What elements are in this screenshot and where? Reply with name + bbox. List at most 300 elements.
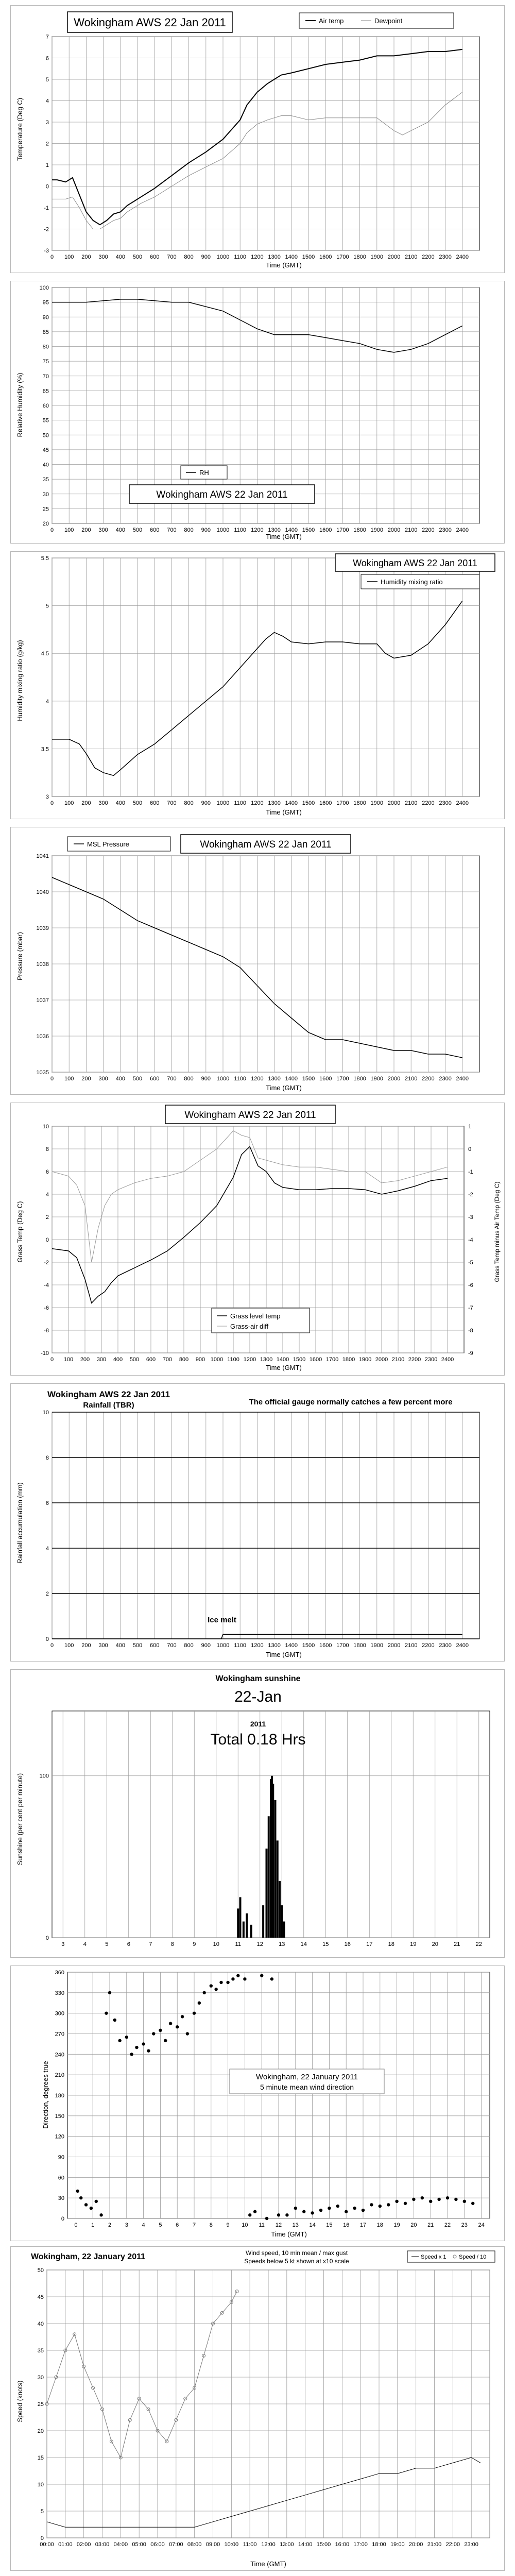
x-tick-label: 600 [150, 527, 160, 533]
x-tick-label: 01:00 [58, 2541, 73, 2548]
x-tick-label: 12:00 [261, 2541, 276, 2548]
wind-direction-point [302, 2210, 305, 2213]
x-tick-label: 600 [150, 1642, 160, 1649]
wind-speed-chart-panel [10, 2246, 505, 2571]
y-tick-label: 2 [45, 1214, 49, 1221]
x-tick-label: 100 [64, 527, 74, 533]
x-tick-label: 1900 [370, 527, 384, 533]
x-tick-label: 1800 [353, 1642, 366, 1649]
wind-direction-point [277, 2213, 280, 2216]
y2-tick-label: -9 [468, 1350, 473, 1357]
x-tick-label: 600 [150, 800, 160, 806]
rainfall-subtitle: Rainfall (TBR) [83, 1401, 134, 1410]
wind-speed-chart [11, 2247, 504, 2570]
x-tick-label: 200 [81, 527, 91, 533]
x-tick-label: 2400 [456, 254, 469, 260]
x-tick-label: 03:00 [95, 2541, 110, 2548]
x-tick-label: 0 [74, 2222, 78, 2228]
x-tick-label: 2200 [422, 254, 435, 260]
y-tick-label: 85 [42, 329, 49, 335]
wind-direction-point [113, 2019, 116, 2022]
x-tick-label: 2300 [439, 254, 452, 260]
x-tick-label: 1900 [370, 1642, 384, 1649]
x-tick-label: 19 [393, 2222, 400, 2228]
sunshine-bar [239, 1897, 242, 1938]
x-tick-label: 1300 [268, 254, 281, 260]
x-tick-label: 20 [410, 2222, 417, 2228]
y-tick-label: 100 [39, 285, 49, 291]
x-tick-label: 700 [167, 527, 177, 533]
y-tick-label: 0 [40, 2535, 44, 2541]
x-tick-label: 400 [115, 800, 125, 806]
x-tick-label: 800 [184, 800, 194, 806]
x-tick-label: 23 [461, 2222, 468, 2228]
x-tick-label: 300 [98, 527, 108, 533]
x-tick-label: 11 [259, 2222, 265, 2228]
y2-tick-label: 0 [468, 1146, 472, 1153]
x-tick-label: 200 [81, 1076, 91, 1082]
x-tick-label: 1200 [251, 800, 264, 806]
y-tick-label: 60 [42, 403, 49, 409]
wind-direction-point [105, 2011, 108, 2014]
x-tick-label: 5 [105, 1941, 109, 1947]
y-tick-label: 5 [45, 77, 49, 83]
x-tick-label: 3 [125, 2222, 128, 2228]
x-tick-label: 1500 [302, 1642, 315, 1649]
x-tick-label: 1200 [243, 1357, 256, 1363]
x-tick-label: 6 [127, 1941, 130, 1947]
y-tick-label: 8 [45, 1146, 49, 1153]
y-tick-label: 150 [55, 2113, 64, 2120]
y-tick-label: 50 [42, 432, 49, 439]
wind-direction-point [142, 2042, 145, 2045]
y-tick-label: 1038 [36, 961, 49, 968]
legend-grass-air-diff: Grass-air diff [230, 1323, 269, 1330]
y-tick-label: 30 [37, 2375, 44, 2381]
x-tick-label: 1700 [325, 1357, 339, 1363]
x-tick-label: 04:00 [113, 2541, 128, 2548]
rainfall-note: The official gauge normally catches a few percent more [249, 1398, 453, 1406]
x-tick-label: 2400 [456, 1076, 469, 1082]
y-tick-label: 8 [45, 1455, 49, 1461]
x-tick-label: 7 [149, 1941, 152, 1947]
legend-dewpoint: Dewpoint [374, 17, 403, 25]
y-tick-label: 1036 [36, 1033, 49, 1040]
y-tick-label: 4 [45, 1192, 49, 1198]
x-tick-label: 7 [192, 2222, 196, 2228]
y-tick-label: 1037 [36, 997, 49, 1004]
wind-direction-point [253, 2210, 256, 2213]
wind-direction-point [446, 2196, 449, 2199]
y2-tick-label: -7 [468, 1305, 473, 1311]
x-tick-label: 100 [64, 1642, 74, 1649]
sunshine-bar [262, 1905, 264, 1938]
y-tick-label: 6 [45, 55, 49, 62]
x-tick-label: 18:00 [372, 2541, 386, 2548]
wind-direction-point [95, 2200, 98, 2203]
y-tick-label: 5 [40, 2509, 44, 2515]
y-tick-label: 35 [37, 2348, 44, 2354]
wind-direction-subtitle: 5 minute mean wind direction [260, 2083, 354, 2091]
x-tick-label: 1900 [370, 254, 384, 260]
x-tick-label: 500 [129, 1357, 140, 1363]
x-tick-label: 2000 [387, 527, 401, 533]
x-tick-label: 16:00 [335, 2541, 350, 2548]
legend-air-temp: Air temp [319, 17, 344, 25]
wind-direction-point [202, 1991, 205, 1994]
y-tick-label: 4 [45, 698, 49, 705]
x-tick-label: 1100 [234, 1076, 247, 1082]
x-tick-label: 1100 [227, 1357, 239, 1363]
x-tick-label: 300 [98, 1076, 108, 1082]
y2-tick-label: -3 [468, 1214, 473, 1221]
sunshine-bar [246, 1913, 248, 1938]
wind-direction-point [84, 2203, 88, 2206]
wind-direction-point [135, 2046, 138, 2049]
x-tick-label: 900 [201, 1076, 211, 1082]
sunshine-bar [243, 1922, 245, 1938]
x-tick-label: 23:00 [464, 2541, 478, 2548]
x-tick-label: 1900 [358, 1357, 372, 1363]
y-tick-label: 20 [42, 521, 49, 527]
x-tick-label: 2000 [387, 1642, 401, 1649]
x-tick-label: 21:00 [427, 2541, 442, 2548]
wind-speed-note-1: Wind speed, 10 min mean / max gust [245, 2249, 348, 2257]
x-tick-label: 12 [275, 2222, 282, 2228]
x-tick-label: 22 [475, 1941, 482, 1947]
x-tick-label: 15 [322, 1941, 329, 1947]
x-tick-label: 1000 [210, 1357, 224, 1363]
x-tick-label: 1800 [353, 800, 366, 806]
sunshine-bar [266, 1849, 268, 1938]
y-tick-label: 95 [42, 299, 49, 306]
x-tick-label: 2100 [404, 1076, 418, 1082]
wind-direction-point [395, 2200, 398, 2203]
wind-direction-point [379, 2205, 382, 2208]
temperature-chart-title: Wokingham AWS 22 Jan 2011 [74, 16, 226, 29]
wind-direction-point [76, 2190, 79, 2193]
x-tick-label: 13:00 [280, 2541, 294, 2548]
y-tick-label: 55 [42, 417, 49, 424]
sunshine-date: 22-Jan [234, 1688, 282, 1705]
wind-direction-point [285, 2213, 288, 2216]
x-tick-label: 1600 [319, 800, 332, 806]
x-tick-label: 800 [184, 254, 194, 260]
x-tick-label: 600 [146, 1357, 156, 1363]
wind-direction-point [353, 2207, 356, 2210]
y2-tick-label: -6 [468, 1282, 473, 1289]
x-tick-label: 3 [61, 1941, 65, 1947]
y-tick-label: 3 [45, 120, 49, 126]
y-tick-label: 30 [42, 491, 49, 498]
x-tick-label: 10:00 [224, 2541, 239, 2548]
sunshine-bar [279, 1881, 281, 1938]
x-tick-label: 0 [50, 254, 54, 260]
x-tick-label: 500 [132, 1076, 143, 1082]
x-tick-label: 16 [344, 1941, 351, 1947]
x-tick-label: 14 [300, 1941, 307, 1947]
rh-ylabel: Relative Humidity (%) [16, 372, 24, 437]
y-tick-label: 45 [42, 447, 49, 453]
x-tick-label: 22 [444, 2222, 451, 2228]
y-tick-label: 75 [42, 359, 49, 365]
y-tick-label: 240 [55, 2052, 64, 2058]
x-tick-label: 15 [326, 2222, 333, 2228]
wind-direction-point [421, 2196, 424, 2199]
wind-direction-point [265, 2217, 268, 2220]
x-tick-label: 19 [410, 1941, 417, 1947]
x-tick-label: 1400 [276, 1357, 289, 1363]
x-tick-label: 1600 [319, 254, 332, 260]
wind-direction-point [471, 2202, 474, 2205]
x-tick-label: 2100 [404, 800, 418, 806]
x-tick-label: 200 [80, 1357, 90, 1363]
x-tick-label: 0 [50, 527, 54, 533]
x-tick-label: 800 [184, 1076, 194, 1082]
x-tick-label: 300 [98, 800, 108, 806]
x-tick-label: 2300 [439, 800, 452, 806]
x-tick-label: 500 [132, 800, 143, 806]
wind-direction-point [181, 2015, 184, 2018]
x-tick-label: 9 [226, 2222, 230, 2228]
x-tick-label: 11 [235, 1941, 241, 1947]
temperature-ylabel: Temperature (Deg C) [16, 97, 24, 161]
x-tick-label: 4 [83, 1941, 87, 1947]
wind-direction-point [164, 2039, 167, 2042]
y-tick-label: 3.5 [41, 746, 49, 753]
y-tick-label: 45 [37, 2294, 44, 2300]
x-tick-label: 1100 [234, 254, 247, 260]
sunshine-bar [268, 1816, 270, 1938]
y-tick-label: 1 [45, 162, 49, 168]
y-tick-label: 210 [55, 2072, 64, 2079]
y-tick-label: 100 [39, 1773, 49, 1780]
y-tick-label: 300 [55, 2010, 64, 2017]
x-tick-label: 24 [478, 2222, 485, 2228]
wind-direction-xlabel: Time (GMT) [271, 2230, 307, 2238]
y-tick-label: 70 [42, 373, 49, 380]
x-tick-label: 2000 [387, 800, 401, 806]
x-tick-label: 2400 [441, 1357, 454, 1363]
sunshine-chart-title: Wokingham sunshine [215, 1674, 301, 1683]
y-tick-label: 1041 [36, 853, 49, 859]
mixing-ratio-xlabel: Time (GMT) [266, 808, 302, 816]
x-tick-label: 1800 [353, 527, 366, 533]
x-tick-label: 2200 [422, 800, 435, 806]
x-tick-label: 14:00 [298, 2541, 313, 2548]
y-tick-label: 50 [37, 2267, 44, 2274]
x-tick-label: 1000 [216, 1076, 230, 1082]
x-tick-label: 8 [170, 1941, 174, 1947]
x-tick-label: 2100 [404, 254, 418, 260]
y-tick-label: 0 [45, 1237, 49, 1243]
y-tick-label: -3 [44, 248, 49, 254]
mixing-ratio-chart-title: Wokingham AWS 22 Jan 2011 [353, 558, 477, 568]
x-tick-label: 200 [81, 254, 91, 260]
x-tick-label: 2400 [456, 800, 469, 806]
x-tick-label: 1200 [251, 254, 264, 260]
x-tick-label: 17 [366, 1941, 373, 1947]
x-tick-label: 1700 [336, 800, 349, 806]
legend-rh: RH [199, 469, 209, 477]
y-tick-label: 10 [37, 2482, 44, 2488]
x-tick-label: 09:00 [205, 2541, 220, 2548]
y-tick-label: 360 [55, 1970, 64, 1976]
wind-direction-point [404, 2202, 407, 2205]
wind-direction-point [90, 2207, 93, 2210]
x-tick-label: 18 [388, 1941, 394, 1947]
y-tick-label: 10 [42, 1410, 49, 1416]
wind-direction-point [345, 2210, 348, 2213]
sunshine-bar [283, 1922, 285, 1938]
x-tick-label: 2200 [422, 1642, 435, 1649]
y-tick-label: 4.5 [41, 651, 49, 657]
legend-speed-div10: Speed / 10 [459, 2254, 487, 2260]
temperature-xlabel: Time (GMT) [266, 261, 302, 269]
wind-direction-point [370, 2203, 373, 2206]
x-tick-label: 6 [176, 2222, 179, 2228]
x-tick-label: 11:00 [243, 2541, 257, 2548]
x-tick-label: 17:00 [353, 2541, 368, 2548]
x-tick-label: 0 [50, 1642, 54, 1649]
sunshine-chart [11, 1670, 504, 1957]
wind-direction-point [214, 1988, 217, 1991]
x-tick-label: 100 [64, 1076, 74, 1082]
x-tick-label: 16 [343, 2222, 350, 2228]
x-tick-label: 9 [193, 1941, 196, 1947]
x-tick-label: 700 [167, 800, 177, 806]
x-tick-label: 2200 [422, 527, 435, 533]
x-tick-label: 1200 [251, 527, 264, 533]
wind-direction-point [176, 2025, 179, 2028]
x-tick-label: 21 [427, 2222, 434, 2228]
x-tick-label: 18 [376, 2222, 383, 2228]
rh-chart [11, 281, 504, 543]
sunshine-bar [272, 1784, 274, 1938]
x-tick-label: 02:00 [76, 2541, 91, 2548]
x-tick-label: 2100 [404, 527, 418, 533]
x-tick-label: 1300 [268, 800, 281, 806]
wind-direction-point [429, 2200, 432, 2203]
y-tick-label: -10 [41, 1350, 49, 1357]
grass-temp-ylabel: Grass Temp (Deg C) [16, 1201, 24, 1263]
x-tick-label: 1500 [302, 254, 315, 260]
y-tick-label: 4 [45, 98, 49, 105]
x-tick-label: 900 [201, 254, 211, 260]
sunshine-bar [250, 1925, 252, 1938]
rh-xlabel: Time (GMT) [266, 533, 302, 540]
rainfall-ylabel: Rainfall accumulation (mm) [16, 1482, 24, 1564]
x-tick-label: 1700 [336, 1076, 349, 1082]
y-tick-label: -6 [44, 1305, 49, 1311]
pressure-ylabel: Pressure (mbar) [16, 932, 24, 980]
y-tick-label: 90 [42, 314, 49, 321]
pressure-chart-panel [10, 827, 505, 1095]
rainfall-ice-melt-label: Ice melt [208, 1616, 236, 1624]
x-tick-label: 12 [256, 1941, 263, 1947]
x-tick-label: 15:00 [316, 2541, 331, 2548]
wind-speed-note-2: Speeds below 5 kt shown at x10 scale [244, 2258, 349, 2265]
x-tick-label: 2000 [387, 1076, 401, 1082]
wind-direction-point [118, 2039, 121, 2042]
x-tick-label: 900 [195, 1357, 205, 1363]
mixing-ratio-chart [11, 552, 504, 819]
rainfall-chart [11, 1384, 504, 1661]
y-tick-label: 0 [61, 2216, 64, 2222]
wind-direction-point [294, 2207, 297, 2210]
y-tick-label: -2 [44, 226, 49, 233]
wind-direction-point [236, 1974, 239, 1977]
x-tick-label: 13 [279, 1941, 285, 1947]
y-tick-label: 80 [42, 344, 49, 350]
sunshine-chart-panel [10, 1669, 505, 1958]
pressure-chart [11, 827, 504, 1094]
y2-tick-label: -2 [468, 1192, 473, 1198]
wind-direction-point [226, 1981, 229, 1984]
x-tick-label: 1900 [370, 800, 384, 806]
x-tick-label: 1300 [268, 1642, 281, 1649]
rainfall-chart-panel [10, 1383, 505, 1662]
y-tick-label: 6 [45, 1500, 49, 1506]
x-tick-label: 1900 [370, 1076, 384, 1082]
x-tick-label: 0 [50, 1357, 54, 1363]
y-tick-label: 20 [37, 2428, 44, 2434]
rh-chart-panel [10, 281, 505, 544]
x-tick-label: 900 [201, 1642, 211, 1649]
wind-direction-point [169, 2022, 172, 2025]
x-tick-label: 1500 [293, 1357, 306, 1363]
x-tick-label: 1500 [302, 800, 315, 806]
x-tick-label: 200 [81, 1642, 91, 1649]
y-tick-label: 40 [37, 2321, 44, 2327]
y-tick-label: 15 [37, 2455, 44, 2461]
wind-direction-point [99, 2213, 102, 2216]
wind-direction-point [108, 1991, 111, 1994]
wind-direction-point [270, 1977, 273, 1980]
y-tick-label: 6 [45, 1169, 49, 1175]
y-tick-label: 270 [55, 2031, 64, 2038]
x-tick-label: 1700 [336, 527, 349, 533]
x-tick-label: 1000 [216, 800, 230, 806]
x-tick-label: 2400 [456, 527, 469, 533]
x-tick-label: 1400 [285, 254, 298, 260]
x-tick-label: 800 [184, 527, 194, 533]
sunshine-total: Total 0.18 Hrs [210, 1731, 306, 1748]
pressure-chart-title: Wokingham AWS 22 Jan 2011 [200, 839, 332, 850]
x-tick-label: 1400 [285, 527, 298, 533]
wind-direction-point [412, 2198, 415, 2201]
y-tick-label: -4 [44, 1282, 49, 1289]
pressure-xlabel: Time (GMT) [266, 1084, 302, 1092]
y-tick-label: 0 [45, 1935, 49, 1941]
y-tick-label: -2 [44, 1260, 49, 1266]
y-tick-label: 5.5 [41, 555, 49, 562]
x-tick-label: 100 [64, 800, 74, 806]
y-tick-label: 0 [45, 183, 49, 190]
grass-temp-chart-title: Wokingham AWS 22 Jan 2011 [184, 1110, 316, 1121]
y-tick-label: 65 [42, 388, 49, 395]
wind-direction-point [336, 2205, 339, 2208]
wind-direction-point [454, 2198, 457, 2201]
y-tick-label: 10 [42, 1124, 49, 1130]
wind-direction-point [152, 2032, 155, 2035]
y-tick-label: 40 [42, 462, 49, 468]
wind-direction-point [243, 1977, 246, 1980]
y-tick-label: 5 [45, 603, 49, 609]
y-tick-label: 25 [42, 506, 49, 513]
x-tick-label: 0 [50, 800, 54, 806]
y-tick-label: 35 [42, 477, 49, 483]
